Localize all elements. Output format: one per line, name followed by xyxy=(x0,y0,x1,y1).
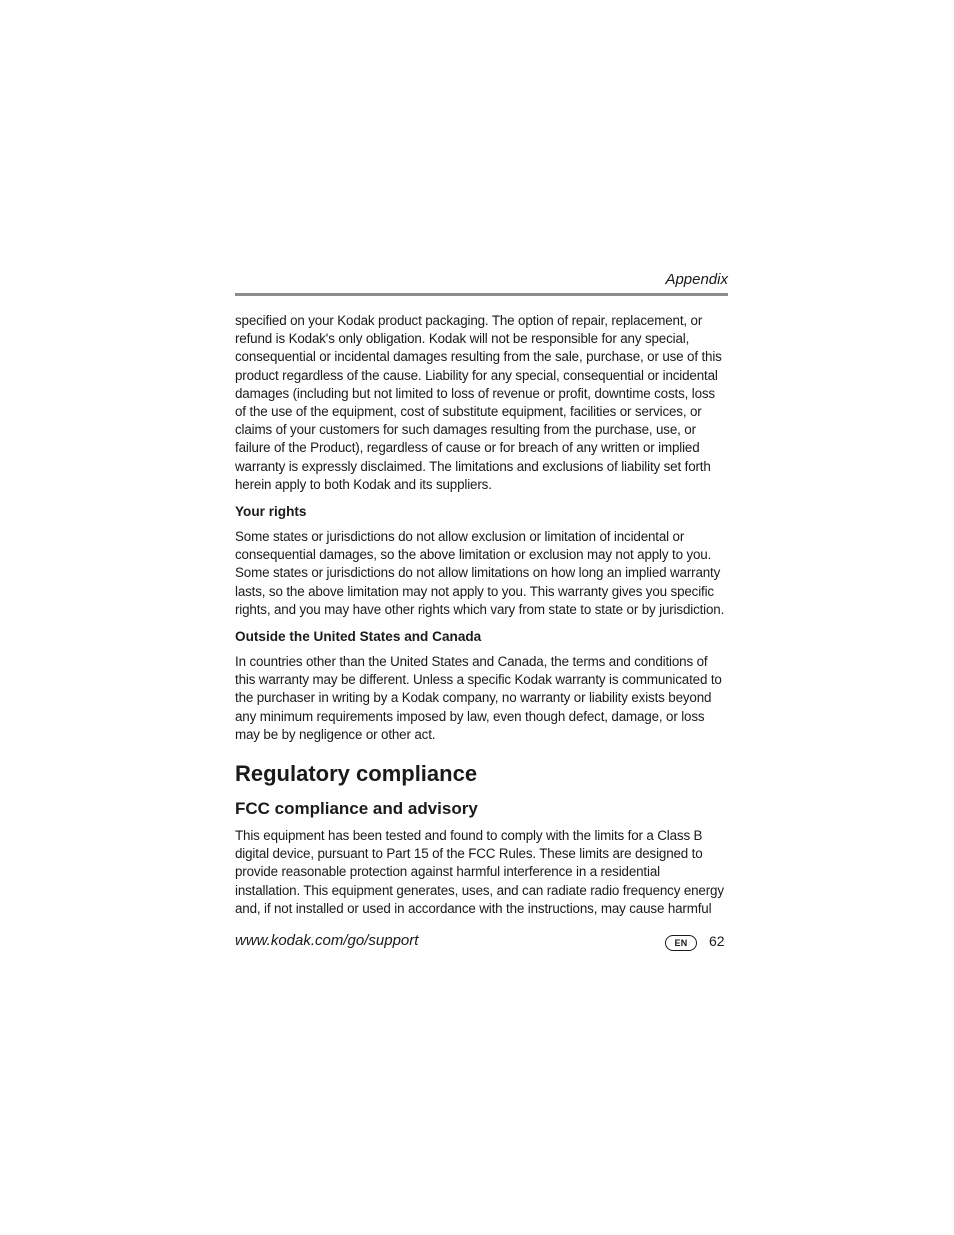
your-rights-heading: Your rights xyxy=(235,504,307,520)
page-content xyxy=(235,312,728,918)
your-rights-paragraph: Some states or jurisdictions do not allow exclusion or limitation of incidental or consequential damages, so the above limitation or exclusion may not apply to you. Some states or jurisdictions do not allow limitations on how long an implied warranty lasts, so the above limitation may not apply to you. This warranty gives you specific rights, and you may have other rights which vary from state to state or by jurisdiction. xyxy=(235,529,725,617)
manual-page xyxy=(235,0,728,1235)
regulatory-compliance-heading: Regulatory compliance xyxy=(235,761,478,787)
support-url-link[interactable]: www.kodak.com/go/support xyxy=(235,932,419,949)
header-rule xyxy=(235,293,728,296)
outside-us-canada-paragraph: In countries other than the United States and Canada, the terms and conditions of this warranty may be different. Unless a specific Kodak warranty is communicated to the purchaser in writing by a Kodak company, no warranty or liability exists beyond any minimum requirements imposed by law, even though defect, damage, or loss may be by negligence or other act. xyxy=(235,654,722,742)
language-badge: EN xyxy=(665,935,697,951)
fcc-compliance-heading: FCC compliance and advisory xyxy=(235,799,478,819)
outside-us-canada-heading: Outside the United States and Canada xyxy=(235,629,482,645)
page-footer xyxy=(235,931,728,953)
warranty-continuation-paragraph: specified on your Kodak product packaging. The option of repair, replacement, or refund is Kodak's only obligation. Kodak will not be responsible for any special, consequential or incidental damages resulting from the sale, purchase, or use of this product regardless of the cause. Liability for any special, consequential or incidental damages (including but not limited to loss of revenue or profit, downtime costs, loss of the use of the equipment, cost of substitute equipment, facilities or services, or claims of your customers for such damages resulting from the purchase, use, or failure of the Product), regardless of cause or for breach of any written or implied warranty is expressly disclaimed. The limitations and exclusions of liability set forth herein apply to both Kodak and its suppliers. xyxy=(235,313,722,492)
fcc-compliance-paragraph: This equipment has been tested and found to comply with the limits for a Class B digital device, pursuant to Part 15 of the FCC Rules. These limits are designed to provide reasonable protection against harmful interference in a residential installation. This equipment generates, uses, and can radiate radio frequency energy and, if not installed or used in accordance with the instructions, may cause harmful xyxy=(235,828,724,916)
page-number: 62 xyxy=(709,933,725,949)
running-header: Appendix xyxy=(665,271,728,288)
